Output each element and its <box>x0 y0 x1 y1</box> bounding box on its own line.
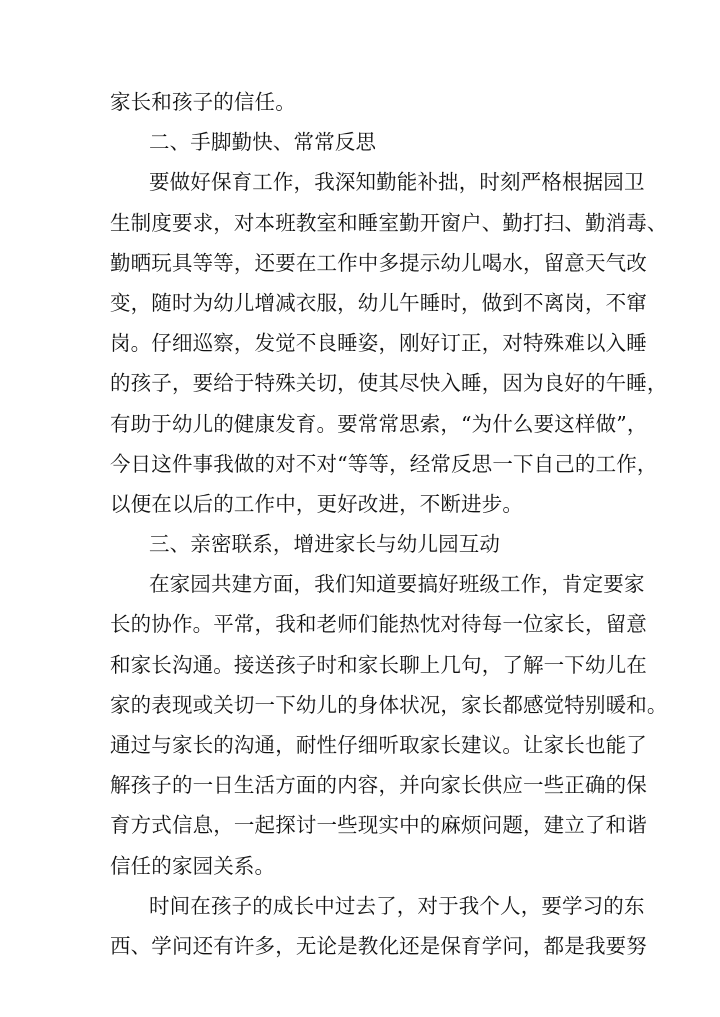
text-line: 家长和孩子的信任。 <box>110 90 296 114</box>
text-line: 岗。仔细巡察，发觉不良睡姿，刚好订正，对特殊难以入睡 <box>110 331 647 356</box>
section-heading: 三、亲密联系，增进家长与幼儿园互动 <box>149 532 501 557</box>
text-line: 要做好保育工作，我深知勤能补拙，时刻严格根据园卫 <box>149 170 645 195</box>
text-line: 的孩子，要给于特殊关切，使其尽快入睡，因为良好的午睡， <box>110 371 668 396</box>
text-line: 在家园共建方面，我们知道要搞好班级工作，肯定要家 <box>149 572 645 597</box>
text-line: 和家长沟通。接送孩子时和家长聊上几句，了解一下幼儿在 <box>110 652 647 677</box>
text-line: 勤晒玩具等等，还要在工作中多提示幼儿喝水，留意天气改 <box>110 250 647 275</box>
text-line: 以便在以后的工作中，更好改进，不断进步。 <box>110 491 523 516</box>
document-body <box>110 82 668 966</box>
text-line: 有助于幼儿的健康发育。要常常思索，“为什么要这样做”， <box>110 411 648 436</box>
text-line: 长的协作。平常，我和老师们能热忱对待每一位家长，留意 <box>110 612 647 637</box>
text-line: 家的表现或关切一下幼儿的身体状况，家长都感觉特别暖和。 <box>110 692 668 717</box>
text-line: 今日这件事我做的对不对“等等，经常反思一下自己的工作， <box>110 451 658 476</box>
text-line: 时间在孩子的成长中过去了，对于我个人，要学习的东 <box>149 893 645 918</box>
text-line: 西、学问还有许多，无论是教化还是保育学问，都是我要努 <box>110 933 647 958</box>
text-line: 变，随时为幼儿增减衣服，幼儿午睡时，做到不离岗，不窜 <box>110 290 647 315</box>
text-line: 通过与家长的沟通，耐性仔细听取家长建议。让家长也能了 <box>110 733 647 757</box>
text-line: 解孩子的一日生活方面的内容，并向家长供应一些正确的保 <box>110 773 647 798</box>
text-line: 生制度要求，对本班教室和睡室勤开窗户、勤打扫、勤消毒、 <box>110 210 668 235</box>
text-line: 育方式信息，一起探讨一些现实中的麻烦问题，建立了和谐 <box>110 813 647 838</box>
text-line: 信任的家园关系。 <box>110 853 276 878</box>
section-heading: 二、手脚勤快、常常反思 <box>149 130 377 155</box>
